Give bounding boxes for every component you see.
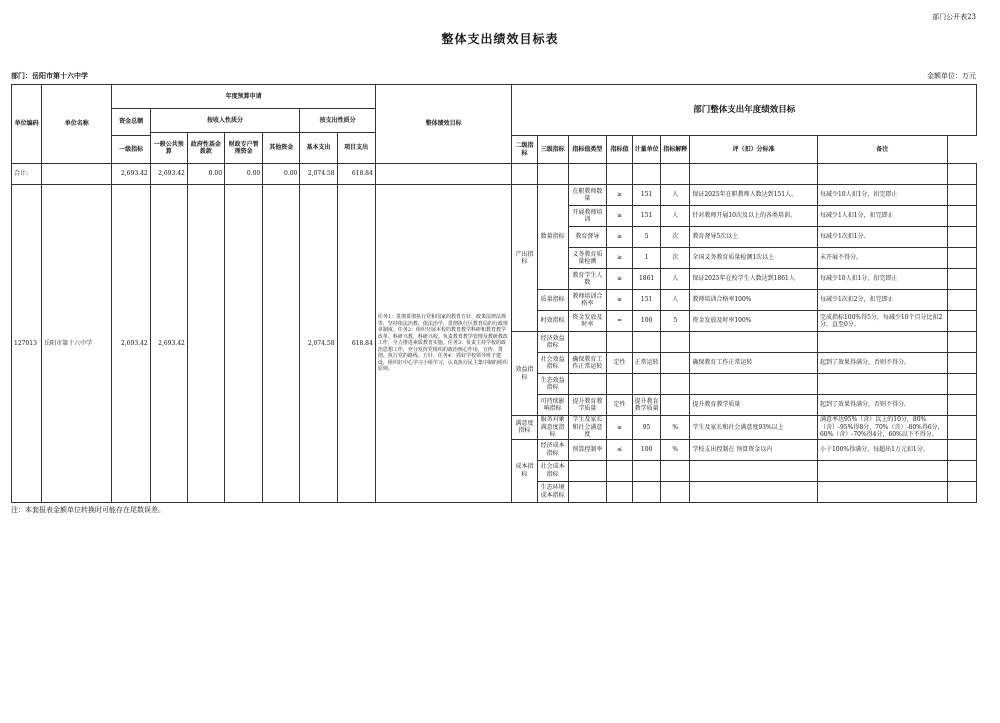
indicator-scoring: 完成指标100%得5分，每减少10个百分比扣2分，直至0分。 (817, 311, 947, 332)
level1-output: 产出指标 (512, 185, 537, 332)
indicator-scoring: 满意率达95%（含）以上的10分，80%（含）-95%得8分，70%（含）-80%得6分，60%（含）-70%得4分，60%以下不得分。 (817, 416, 947, 440)
header-overall-goal: 整体绩效目标 (375, 85, 512, 164)
indicator-l3: 确保教育工作正常运转 (568, 353, 606, 374)
indicator-explanation: 学校支出控制在 预算资金以内 (690, 439, 818, 460)
indicator-value: 5 (633, 227, 661, 248)
indicator-l3: 学生及家长和社会满意度 (568, 416, 606, 440)
indicator-unit: 人 (661, 185, 690, 206)
performance-goal-table (11, 84, 977, 503)
level2-quality: 质量指标 (537, 290, 568, 311)
indicator-explanation: 资金发放及时率100% (690, 311, 818, 332)
header-gov-fund: 政府性基金拨款 (187, 133, 224, 164)
unit-name-cell: 岳阳市第十六中学 (42, 185, 112, 503)
header-remark: 备注 (817, 136, 947, 164)
indicator-l3: 教育督导 (568, 227, 606, 248)
total-label: 合计: (12, 164, 42, 185)
overall-goal-text: 任务1：贯彻贯彻执行党和国家的教育方针、政策法律法规等，坚持依法治教、依法治学，贯彻执行区教育局的行政规章制度。任务2：组织开展本校的教育教学科研和教育教学改革、科研兴教、科研兴校。负责教育教学管理及教研教改工作，全力推进素质教育实施。任务3：负责主持学校的政治思想工作，充分发挥党组织的政治核心作用，宣传、贯彻、执行党的路线、方针。任务4：抓好学校领导班子建设，组织好中心学习小组学习，认真执行民主集中制的组织原则。 (375, 185, 512, 503)
indicator-scoring: 每减少10人扣1分，扣完即止 (817, 269, 947, 290)
page-title: 整体支出绩效目标表 (441, 32, 559, 46)
indicator-value: 95 (633, 416, 661, 440)
indicator-type: 定性 (606, 395, 632, 416)
indicator-l3: 提升教育教学质量 (568, 395, 606, 416)
indicator-value: 1861 (633, 269, 661, 290)
total-gov-fund-value: 0.00 (187, 164, 224, 185)
indicator-scoring: 每减少1次扣2分，扣完即止 (817, 290, 947, 311)
level2-timeliness: 时效指标 (537, 311, 568, 332)
total-row (12, 164, 977, 185)
indicator-type: ≥ (606, 248, 632, 269)
indicator-value: 100 (633, 311, 661, 332)
amount-unit-label: 金额单位：万元 (927, 72, 976, 80)
header-by-income: 按收入性质分 (150, 109, 300, 133)
report-number: 部门公开表23 (932, 13, 976, 21)
indicator-scoring: 小于100%得满分，每超出1万元扣1分。 (817, 439, 947, 460)
indicator-explanation: 教育督导5次以上 (690, 227, 818, 248)
unit-project-cell: 618.84 (337, 185, 375, 503)
header-value: 指标值 (606, 136, 632, 164)
indicator-explanation: 提升教育教学质量 (690, 395, 818, 416)
indicator-l3: 教育学生人数 (568, 269, 606, 290)
indicator-value: 151 (633, 185, 661, 206)
indicator-scoring: 每减少1次扣1分。 (817, 227, 947, 248)
indicator-scoring: 起到了效果得满分，否则不得分。 (817, 395, 947, 416)
indicator-scoring: 未开展不得分。 (817, 248, 947, 269)
indicator-value: 提升教育教学质量 (633, 395, 661, 416)
indicator-scoring: 每减少1人扣1分，扣完即止 (817, 206, 947, 227)
level2-quantity: 数量指标 (537, 185, 568, 290)
indicator-unit: 人 (661, 206, 690, 227)
level2-sustainable: 可持续影响指标 (537, 395, 568, 416)
header-fiscal-special: 财政专户管理资金 (225, 133, 263, 164)
unit-code-cell: 127013 (12, 185, 42, 503)
indicator-type: ≥ (606, 227, 632, 248)
indicator-l3: 预算控制率 (568, 439, 606, 460)
total-basic-value: 2,074.58 (300, 164, 337, 185)
indicator-unit: 次 (661, 248, 690, 269)
total-project-value: 618.84 (337, 164, 375, 185)
header-scoring: 评（扣）分标准 (690, 136, 818, 164)
level1-satisfaction: 满意度指标 (512, 416, 537, 440)
indicator-l3: 开展教师培训 (568, 206, 606, 227)
indicator-type: 定性 (606, 353, 632, 374)
indicator-unit (661, 395, 690, 416)
total-other-value: 0.00 (263, 164, 300, 185)
level2-social-cost: 社会成本指标 (537, 460, 568, 481)
level2-eco-cost: 生态环境成本指标 (537, 481, 568, 502)
indicator-type: ≥ (606, 206, 632, 227)
unit-basic-cell: 2,074.58 (300, 185, 337, 503)
indicator-explanation: 确保教育工作正常运转 (690, 353, 818, 374)
unit-general-cell: 2,693.42 (150, 185, 187, 503)
indicator-unit: 次 (661, 227, 690, 248)
indicator-explanation: 针对教师开展10次及以上的各类培训。 (690, 206, 818, 227)
level2-econ-cost: 经济成本指标 (537, 439, 568, 460)
indicator-explanation: 全国义务教育质量检测1次以上 (690, 248, 818, 269)
total-fiscal-value: 0.00 (225, 164, 263, 185)
header-level3: 三级指标 (537, 136, 568, 164)
indicator-unit: 5 (661, 311, 690, 332)
indicator-explanation: 保证2025年在校学生人数达到1861人 (690, 269, 818, 290)
indicator-value: 151 (633, 206, 661, 227)
footnote: 注：本套报表金额单位转换时可能存在尾数误差。 (11, 506, 165, 514)
indicator-type: = (606, 311, 632, 332)
indicator-value: 151 (633, 290, 661, 311)
indicator-l3: 资金发放及时率 (568, 311, 606, 332)
indicator-unit: % (661, 416, 690, 440)
level2-social: 社会效益指标 (537, 353, 568, 374)
header-level1: 一级指标 (112, 136, 150, 164)
indicator-type: ≥ (606, 416, 632, 440)
level2-service: 服务对象满意度指标 (537, 416, 568, 440)
indicator-value: 100 (633, 439, 661, 460)
header-measure-unit: 计量单位 (633, 136, 661, 164)
indicator-unit: % (661, 439, 690, 460)
level2-ecological: 生态效益指标 (537, 374, 568, 395)
indicator-unit: 人 (661, 269, 690, 290)
indicator-type: ≥ (606, 290, 632, 311)
header-general-budget: 一般公共预算 (150, 133, 187, 164)
indicator-type: ≤ (606, 439, 632, 460)
level2-economic: 经济效益指标 (537, 332, 568, 353)
header-project-expense: 项目支出 (337, 133, 375, 164)
header-by-expense: 按支出性质分 (300, 109, 375, 133)
indicator-value: 1 (633, 248, 661, 269)
indicator-l3: 在职教师数量 (568, 185, 606, 206)
indicator-l3: 义务教育质量检测 (568, 248, 606, 269)
unit-total-cell: 2,693.42 (112, 185, 150, 503)
header-dept-goal: 部门整体支出年度绩效目标 (512, 85, 977, 136)
header-unit-code: 单位编码 (12, 85, 42, 164)
indicator-type: ≥ (606, 269, 632, 290)
indicator-type: ≥ (606, 185, 632, 206)
table-row (12, 185, 977, 206)
header-level2: 二级指标 (512, 136, 537, 164)
header-annual-budget: 年度预算申请 (112, 85, 375, 109)
header-value-type: 指标值类型 (568, 136, 606, 164)
indicator-explanation: 学生及家长和社会满意度93%以上 (690, 416, 818, 440)
indicator-scoring: 每减少10人扣1分，扣完即止 (817, 185, 947, 206)
department-label: 部门：岳阳市第十六中学 (11, 71, 88, 80)
indicator-unit (661, 353, 690, 374)
total-general-value: 2,693.42 (150, 164, 187, 185)
header-basic-expense: 基本支出 (300, 133, 337, 164)
indicator-explanation: 教师培训合格率100% (690, 290, 818, 311)
header-unit-name: 单位名称 (42, 85, 112, 164)
level1-benefit: 效益指标 (512, 332, 537, 416)
header-other-funds: 其他资金 (263, 133, 300, 164)
indicator-l3: 教师培训合格率 (568, 290, 606, 311)
indicator-scoring: 起到了效果得满分，否则不得分。 (817, 353, 947, 374)
header-total-funds: 资金总额 (112, 109, 150, 136)
total-funds-value: 2,693.42 (112, 164, 150, 185)
indicator-value: 正常运转 (633, 353, 661, 374)
level1-cost: 成本指标 (512, 439, 537, 502)
indicator-explanation: 保证2025年在职教师人数达到151人。 (690, 185, 818, 206)
indicator-unit: 人 (661, 290, 690, 311)
header-explanation: 指标解释 (661, 136, 690, 164)
